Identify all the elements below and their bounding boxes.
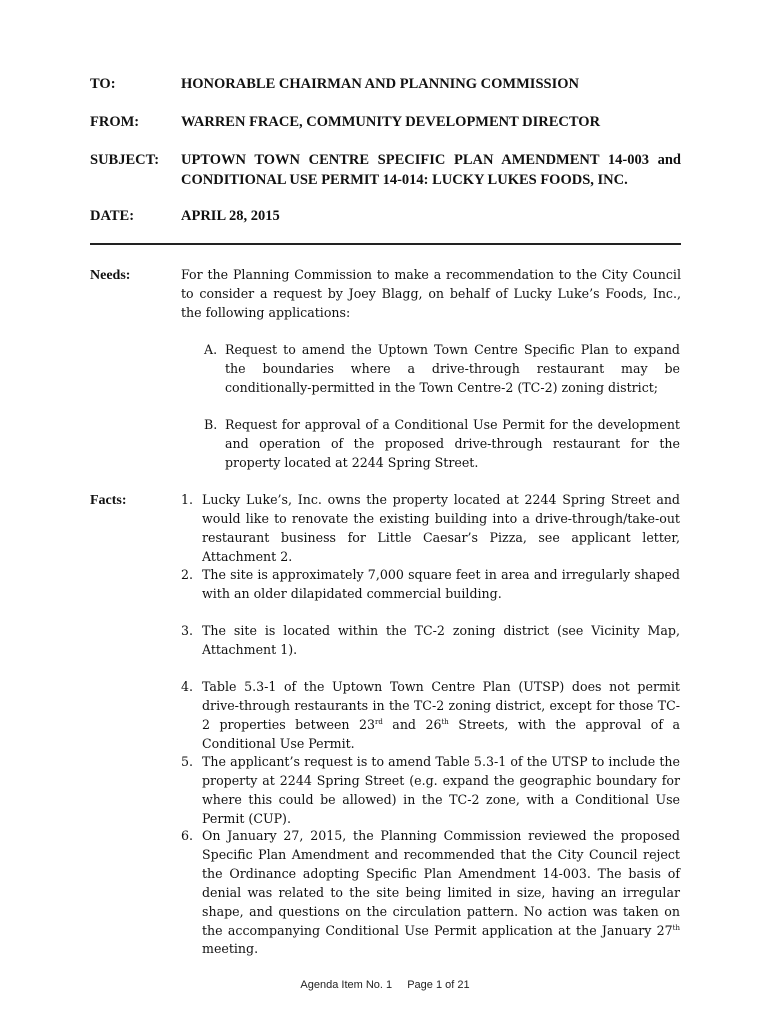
- subject-row: [90, 150, 690, 194]
- page-footer: [0, 979, 770, 991]
- fact-item-4-text-c: Streets, with the approval of a Conditional Use Permit.: [202, 716, 680, 751]
- fact-item-1-marker: 1.: [181, 492, 194, 507]
- fact-item-4-text-b: and 26: [382, 716, 442, 732]
- facts-label: Facts:: [90, 493, 127, 508]
- fact-item-4-text-a: Table 5.3-1 of the Uptown Town Centre Plan (UTSP) does not permit drive-through restaurants in the TC-2 zoning district, except for those TC-2 properties between 23: [202, 679, 680, 732]
- to-value: HONORABLE CHAIRMAN AND PLANNING COMMISSION: [181, 76, 579, 92]
- fact-item-2: [181, 566, 681, 606]
- fact-item-5: [181, 753, 681, 826]
- subject-label: SUBJECT:: [90, 152, 160, 168]
- to-label: TO:: [90, 76, 116, 92]
- from-value: WARREN FRACE, COMMUNITY DEVELOPMENT DIRECTOR: [181, 114, 601, 130]
- needs-item-a-text: Request to amend the Uptown Town Centre Specific Plan to expand the boundaries where a drive-through restaurant may be conditionally-permitted in the Town Centre-2 (TC-2) zoning district;: [225, 342, 680, 395]
- fact-item-3-text: The site is located within the TC-2 zoning district (see Vicinity Map, Attachment 1).: [202, 623, 680, 657]
- fact-item-4-marker: 4.: [181, 679, 194, 694]
- fact-item-4: [181, 678, 681, 751]
- fact-item-6-text-b: meeting.: [202, 941, 259, 957]
- fact-item-6-marker: 6.: [181, 828, 194, 843]
- fact-item-2-marker: 2.: [181, 567, 194, 582]
- fact-item-4-sup-th: th: [441, 717, 449, 726]
- needs-item-b: [204, 416, 681, 474]
- date-label: DATE:: [90, 208, 135, 224]
- fact-item-5-text: The applicant’s request is to amend Table 5.3-1 of the UTSP to include the property at 2244 Spring Street (e.g. expand the geographic boundary for where this could be allowed) in the TC-2 zone, with a Conditional Use Permit (CUP).: [202, 754, 680, 826]
- page-number: Page 1 of 21: [407, 979, 470, 991]
- from-label: FROM:: [90, 114, 140, 130]
- fact-item-4-sup-rd: rd: [375, 717, 383, 726]
- needs-label: Needs:: [90, 268, 131, 283]
- needs-item-b-text: Request for approval of a Conditional Use Permit for the development and operation of the proposed drive-through restaurant for the property located at 2244 Spring Street.: [225, 417, 680, 470]
- fact-item-3-marker: 3.: [181, 623, 194, 638]
- needs-item-a: [204, 341, 681, 399]
- subject-line-2: CONDITIONAL USE PERMIT 14-014: LUCKY LUKES FOODS, INC.: [181, 172, 628, 188]
- fact-item-1: [181, 491, 681, 564]
- fact-item-6-sup-th: th: [672, 923, 680, 932]
- needs-item-a-marker: A.: [204, 342, 218, 357]
- fact-item-2-text: The site is approximately 7,000 square feet in area and irregularly shaped with an older dilapidated commercial building.: [202, 567, 680, 601]
- fact-item-4-text: [202, 678, 680, 754]
- fact-item-5-marker: 5.: [181, 754, 194, 769]
- subject-line-1: UPTOWN TOWN CENTRE SPECIFIC PLAN AMENDMENT 14-003 and: [181, 152, 681, 168]
- needs-intro: For the Planning Commission to make a recommendation to the City Council to consider a request by Joey Blagg, on behalf of Lucky Luke’s Foods, Inc., the following applications:: [181, 267, 681, 320]
- subject-value: [181, 150, 681, 190]
- header-divider: [90, 243, 681, 245]
- fact-item-6-text-a: On January 27, 2015, the Planning Commission reviewed the proposed Specific Plan Amendment and recommended that the City Council reject the Ordinance adopting Specific Plan Amendment 14-003. The basis of denial was related to the site being limited in size, having an irregular shape, and questions on the circulation pattern. No action was taken on the accompanying Conditional Use Permit application at the January 27: [202, 828, 680, 938]
- date-value: APRIL 28, 2015: [181, 208, 280, 224]
- needs-item-b-marker: B.: [204, 417, 218, 432]
- fact-item-6-text: [202, 827, 680, 959]
- fact-item-1-text: Lucky Luke’s, Inc. owns the property located at 2244 Spring Street and would like to renovate the existing building into a drive-through/take-out restaurant business for Little Caesar’s Pizza, see applicant letter, Attachment 2.: [202, 492, 680, 564]
- fact-item-3: [181, 622, 681, 662]
- agenda-item-number: Agenda Item No. 1: [300, 979, 393, 991]
- fact-item-6: [181, 827, 681, 957]
